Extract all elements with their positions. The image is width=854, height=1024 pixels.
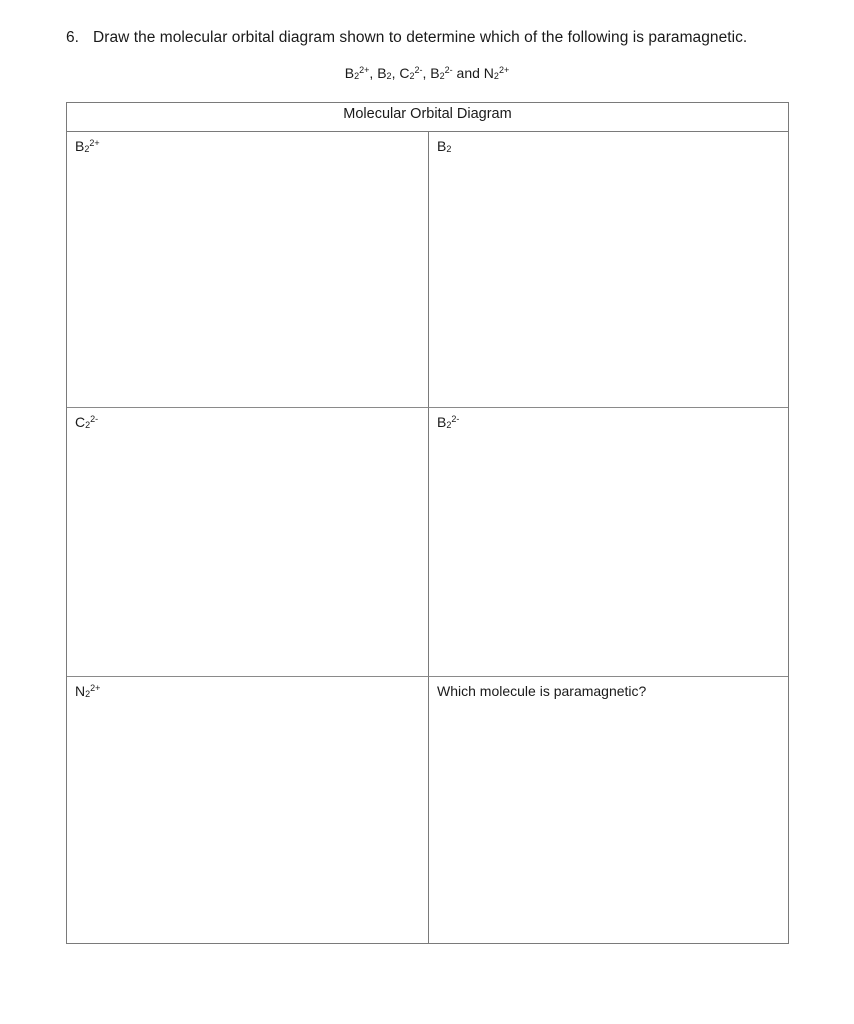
cell-b2-2plus[interactable] (67, 132, 429, 408)
cell-label: $B_2^{2-}$ (437, 414, 460, 430)
separator: , (422, 65, 431, 81)
cell-n2-2plus[interactable] (67, 677, 429, 943)
question-line (66, 29, 747, 47)
separator: , (391, 65, 400, 81)
cell-b2-2minus[interactable] (429, 408, 788, 677)
species-c2-2minus: $C_2^{2-}$ (399, 65, 423, 81)
mo-diagram-table (66, 102, 789, 944)
species-b2-2plus: $B_2^{2+}$ (344, 65, 370, 81)
species-b2-2minus: $B_2^{2-}$ (430, 65, 453, 81)
species-n2-2plus: $N_2^{2+}$ (483, 65, 510, 81)
cell-label: $B_2$ (437, 138, 452, 154)
cell-b2[interactable] (429, 132, 788, 408)
cell-paramagnetic-answer[interactable] (429, 677, 788, 943)
species-list (0, 65, 854, 81)
answer-prompt: Which molecule is paramagnetic? (437, 683, 647, 699)
question-text: Draw the molecular orbital diagram shown to determine which of the following is paramagnetic. (93, 29, 748, 46)
cell-c2-2minus[interactable] (67, 408, 429, 677)
cell-label: $N_2^{2+}$ (75, 683, 101, 699)
cell-label: $B_2^{2+}$ (75, 138, 100, 154)
cell-label: $C_2^{2-}$ (75, 414, 99, 430)
separator: , (369, 65, 378, 81)
question-number: 6. (66, 29, 80, 46)
table-header: Molecular Orbital Diagram (67, 103, 788, 132)
species-b2: $B_2$ (377, 65, 392, 81)
conjunction: and (452, 65, 484, 81)
